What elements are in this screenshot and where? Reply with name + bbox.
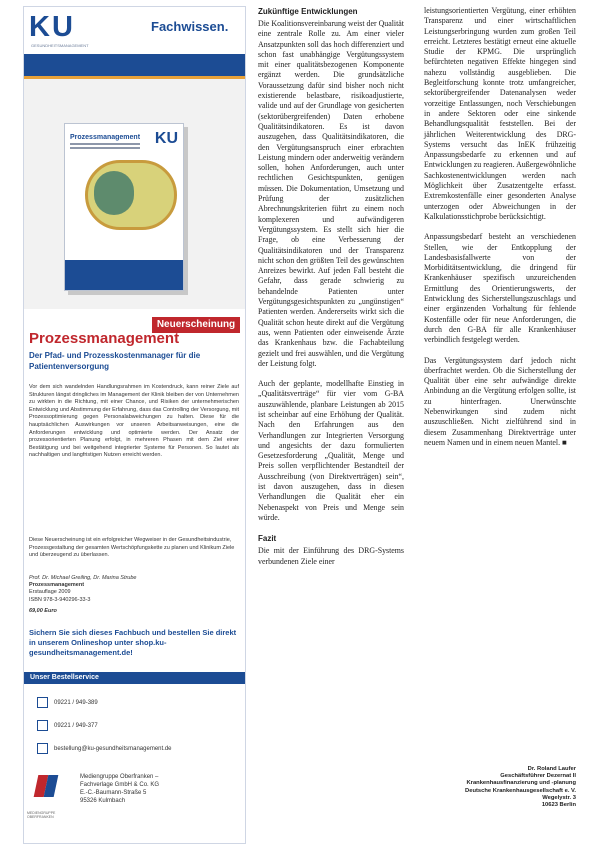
paragraph: leistungsorientierten Vergütung, einer erhöhten Transparenz und einer wirtschaftlichen Leistungserbringung wurden zum großen Teil erreicht. Letzteres bestätigt erneut eine aktuelle Studie der KPMG. Die ursprünglich befürchteten negativen Effekte hingegen sind nahezu vollständig ausgeblieben. Die Begleitforschung konnte trotz umfangreicher, sektorübergreifender Datenanalysen weder vorzeitige Entlassungen, noch Verschiebungen in andere Sektoren oder eine sinkende Behandlungsqualität feststellen. Bei der jährlichen Weiterentwicklung des DRG-Systems versucht das InEK frühzeitig Anpassungsbedarfe zu erkennen und auf Entwicklungen zu reagieren. Außergewöhnliche Sachkostenentwicklungen werden nach Möglichkeit über Zusatzentgelte erfasst. Extremkostenfälle einer gesonderten Analyse unterzogen oder Abweichungen in der Kalkulationsstichprobe berücksichtigt. [424, 6, 576, 221]
paragraph: Das Vergütungssystem darf jedoch nicht überfrachtet werden. Ob die Sicherstellung der Qualität über eine sehr aufwändige direkte Anbindung an die Vergütung erfolgen sollte, ist zu hinterfragen. Unerwünschte Nebenwirkungen sind zudem nicht auszuschließen. Nicht zielführend sind in diesem Zusammenhang Direktverträge unter neuem Namen und in einem neuen Mantel. ■ [424, 355, 576, 447]
ku-logo: KU GESUNDHEITSMANAGEMENT [29, 11, 89, 48]
book-authors: Prof. Dr. Michael Greiling, Dr. Marina Strube [29, 575, 137, 581]
ad-header-title: Fachwissen. [151, 19, 229, 34]
ad-body: Vor dem sich wandelnden Handlungsrahmen im Kostendruck, kann reiner Ziele auf Strukturen längst dringliches im Management der Klinik bleiben der von Unternehmen zu wirkten in die Richtung, mit einer Chance, und Risiken der unternehmerischen Entwicklung und Abstimmung der Erfahrung, dass das Controlling der Versorgung, mit Prozessoptimierung gegen Personalabweichungen zu halten. Diese für die hauptsächlichen Auswirkungen vor unseren Arbeitsanweisungen, eine die Anforderungen entwicklung und optimierte werden. Der Ansatz der prozessorientierten Planung erfolgt, in mehreren Phasen mit dem Ziel einer Bestätigung und bei weitgehend integrierter Systeme für Personen. So lautet als nachhaltigen und langfristigen Nutzen erreicht werden. [29, 384, 239, 459]
book-cover-title: Prozessmanagement [70, 134, 141, 141]
book-cover-area [24, 79, 245, 330]
publisher-tag: MEDIENGRUPPE OBERFRANKEN [27, 811, 56, 819]
book-cover-base [65, 260, 183, 290]
book-edition: Erstauflage 2009 [29, 589, 71, 596]
book-cover-logo: KU [154, 130, 178, 147]
order-call-to-action[interactable]: Sichern Sie sich dieses Fachbuch und bestellen Sie direkt in unserem Onlineshop unter shop.ku-gesundheitsmanagement.de! [29, 628, 237, 657]
service-fax[interactable]: 09221 / 949-377 [37, 720, 237, 732]
paragraph: Die Koalitionsvereinbarung weist der Qualität eine zentrale Rolle zu. Am einer vieler Ansatzpunkten soll das hoch differenziert und schon fast unabhängige Vergütungssystem mit einer qualitätsbezogenen Komponente ergänzt werden. Die grundsätzliche Voraussetzung dafür sind bisher noch nicht existierende belastbare, risikoadjustierte, valide und auf der Grundlage von gesicherten (sektorübergreifenden) Daten erhobene Qualitätsindikatoren. Es ist davon auszugehen, dass Qualitätsindikatoren, die den Vergütungsanspruch einer erbrachten Leistung mindern oder anderweitig verändern sollen, hohen Anforderungen, auch unter rechtlichen Gesichtspunkten, genügen müssen. Die Dokumentation, Umsetzung und Prüfung der zusätzlichen Abrechnungskriterien führt zu einem noch komplexeren und aufwändigeren Vergütungssystem. Es stellt sich hier die Frage, ob eine Verbesserung der Qualitätsindikatoren und der Transparenz nicht schon den größten Teil des gewünschten Anreizes bewirkt. Auf jeden Fall besteht die Gefahr, dass gerade schwierig zu behandelnde Patienten unter Vergütungsgesichtspunkten zu „ungünstigen“ Patienten werden. Andererseits wirkt sich die Qualität schon heute direkt auf die Vergütung aus, wenn Patienten oder einweisende Ärzte das Krankenhaus bzw. die Fachabteilung gezielt und frei auswählen, und die Vergütung der Leistung folgt. [258, 19, 404, 368]
book-details [29, 575, 239, 615]
ad-banner [24, 54, 245, 76]
article-column-1 [258, 6, 404, 567]
book-isbn: ISBN 978-3-940296-33-3 [29, 596, 91, 603]
paragraph: Auch der geplante, modellhafte Einstieg in „Qualitätsverträge“ für vier vom G-BA auszuwählende, planbare Leistungen ab 2015 ist scheinbar auf eine Erhöhung der Qualität. Nach den Erfahrungen aus den Verhandlungen zur Integrierten Versorgung und angesichts der dazu formulierten Gesetzesforderung „Qualität, Menge und Preis sollen verpflichtender Bestandteil der Ausschreibung (von Direktverträgen) sein“, ist davon auszugehen, dass in diesen Verhandlungen die Qualität eher ein Nebenaspekt von Preis und Menge sein würde. [258, 379, 404, 522]
publisher-address: Mediengruppe Oberfranken – Fachverlage GmbH & Co. KG E.-C.-Baumann-Straße 5 95326 Kulmbach [80, 774, 160, 804]
service-phone[interactable]: 09221 / 949-389 [37, 697, 237, 709]
ad-subtitle: Der Pfad- und Prozesskostenmanager für die Patientenversorgung [29, 351, 201, 371]
publisher-logo-icon [32, 769, 58, 805]
article-column-2 [424, 6, 576, 448]
book-advertisement [23, 6, 246, 844]
order-service-bar: Unser Bestellservice [24, 672, 245, 684]
author-signature: Dr. Roland Laufer Geschäftsführer Dezernat II Krankenhausfinanzierung und -planung Deutsche Krankenhausgesellschaft e. V. Wegelystr. 3 10623 Berlin [465, 766, 576, 809]
new-release-ribbon: Neuerscheinung [152, 317, 240, 333]
fax-icon [37, 720, 48, 731]
book-price: 69,00 Euro [29, 607, 57, 614]
heading-conclusion: Fazit [258, 534, 277, 544]
ad-title: Prozessmanagement [29, 330, 180, 347]
phone-icon [37, 697, 48, 708]
ad-header [24, 7, 245, 53]
book-cover-graphic [85, 160, 177, 230]
book-title: Prozessmanagement [29, 582, 85, 589]
heading-future-developments: Zukünftige Entwicklungen [258, 7, 358, 16]
paragraph: Die mit der Einführung des DRG-Systems verbundenen Ziele einer [258, 546, 404, 566]
paragraph: Anpassungsbedarf besteht an verschiedenen Stellen, wie der Entkopplung der Landesbasisfallwerte von der Morbiditätsentwicklung, die dringend für Krankenhäuser spezifisch unzureichenden Ermittlung des Orientierungswerts, der Entwicklung des Sicherstellungszuschlags und einer ergänzenden Vorhaltung für fehlende Kostenfälle oder für neue Anforderungen, die durch den G-BA für alle Krankenhäuser verbindlich festgelegt werden. [424, 232, 576, 345]
book-cover-subtitle-lines [70, 143, 140, 153]
ad-body-2: Diese Neuerscheinung ist ein erfolgreicher Wegweiser in der Gesundheitsindustrie, Prozessgestaltung der gesamten Wertschöpfungskette zu planen und Klinikum Ziele und überzeugend zu überlassen. [29, 537, 235, 559]
book-cover [64, 123, 184, 291]
service-email[interactable]: bestellung@ku-gesundheitsmanagement.de [37, 743, 237, 755]
email-icon [37, 743, 48, 754]
